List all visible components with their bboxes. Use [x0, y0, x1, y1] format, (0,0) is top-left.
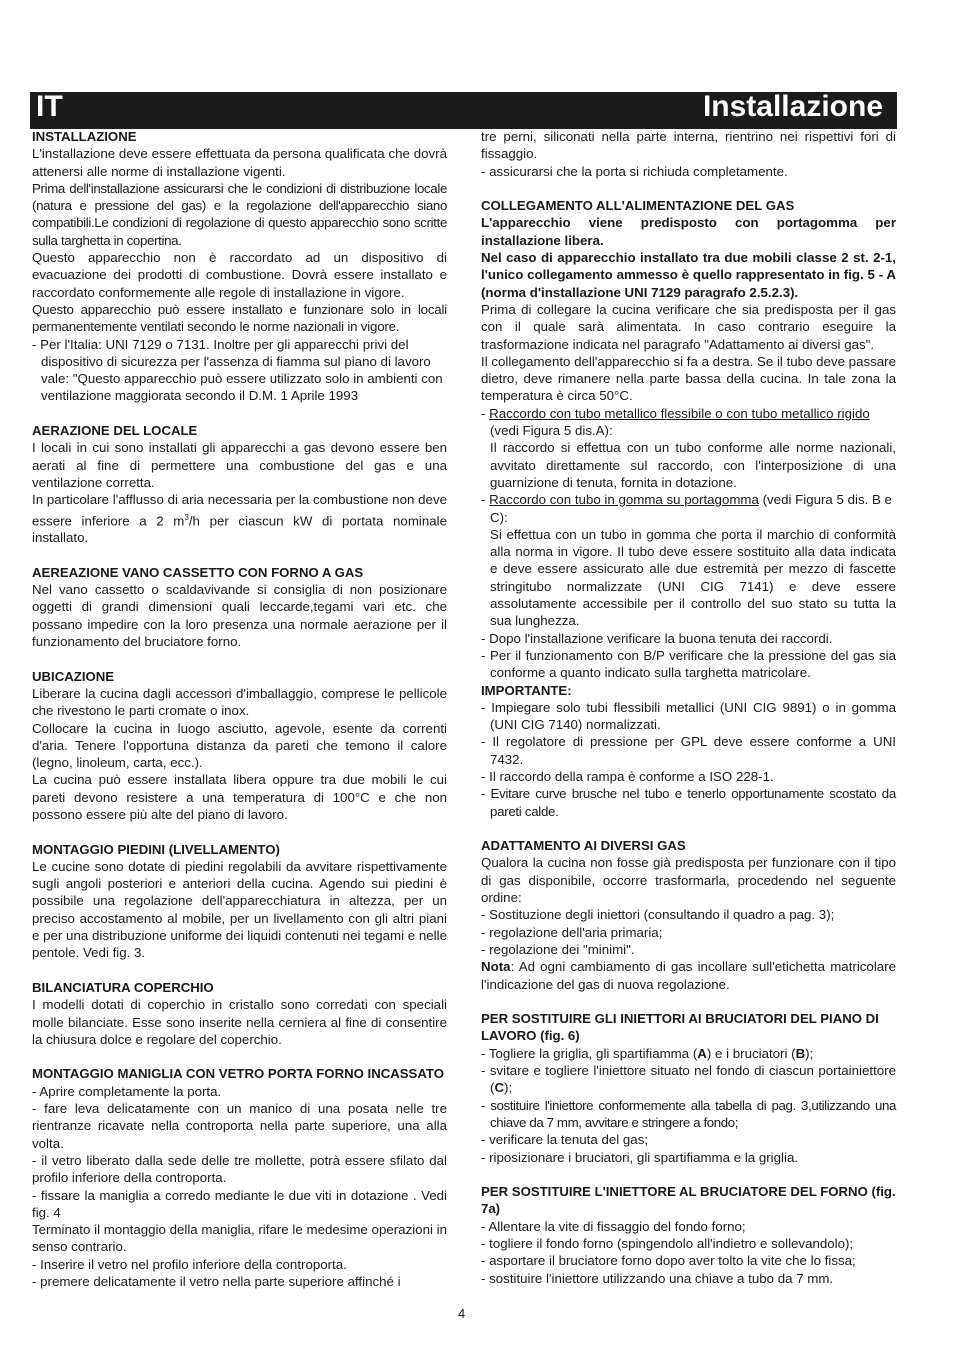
page-title: Installazione	[702, 90, 883, 123]
note-paragraph	[481, 958, 896, 993]
page-number: 4	[458, 1306, 466, 1321]
text-run: : Ad ogni cambiamento di gas incollare sull'etichetta matricolare l'indicazione del gas di nuova regolazione.	[481, 959, 896, 992]
paragraph: Prima dell'installazione assicurarsi che le condizioni di distribuzione locale (natura e pressione del gas) e la regolazione dell'apparecchio siano compatibili.Le condizioni di regolazione di questo apparecchio sono scritte sulla targhetta in copertina.	[32, 180, 447, 248]
paragraph: Prima di collegare la cucina verificare che sia predisposta per il gas con il quale sarà alimentata. In caso contrario eseguire la trasformazione indicata nel paragrafo "Adattamento ai diversi gas".	[481, 301, 896, 352]
paragraph-bold: L'apparecchio viene predisposto con portagomma per installazione libera.	[481, 215, 896, 248]
paragraph: Terminato il montaggio della maniglia, rifare le medesime operazioni in senso contrario.	[32, 1222, 447, 1255]
section-heading-coperchio: BILANCIATURA COPERCHIO	[32, 979, 214, 995]
paragraph: I locali in cui sono installati gli apparecchi a gas devono essere ben aerati al fine di permettere una combustione del gas e una ventilazione corretta.	[32, 440, 447, 490]
language-code: IT	[36, 90, 63, 123]
text-run: ) e i bruciatori (	[706, 1045, 796, 1061]
list-item	[481, 1045, 896, 1062]
section-heading-vano-cassetto: AEREAZIONE VANO CASSETTO CON FORNO A GAS	[32, 564, 364, 580]
underlined-text: Raccordo con tubo in gomma su portagomma	[489, 492, 759, 508]
section-heading-installazione: INSTALLAZIONE	[32, 129, 137, 144]
list-item: - Evitare curve brusche nel tubo e tenerlo opportunamente scostato da pareti calde.	[481, 786, 896, 819]
section-heading-piedini: MONTAGGIO PIEDINI (LIVELLAMENTO)	[32, 841, 280, 857]
paragraph: I modelli dotati di coperchio in cristallo sono corredati con speciali molle bilanciate. Esse sono inserite nella cerniera al fine di consentire la chiusura dolce e regolare del coperchio.	[32, 997, 447, 1047]
paragraph: Le cucine sono dotate di piedini regolabili da avvitare rispettivamente sugli angoli posteriori e anteriori della cucina. Agendo sui piedini è possibile una regolazione dell'apparecchiatura in altezza, per un preciso accostamento al mobile, per un livellamento con gli altri piani e per una distribuzione uniforme dei liquidi contenuti nei tegami e nelle pentole. Vedi fig. 3.	[32, 858, 447, 961]
underlined-text: Raccordo con tubo metallico flessibile o con tubo metallico rigido	[489, 405, 870, 421]
section-heading-adattamento: ADATTAMENTO AI DIVERSI GAS	[481, 838, 686, 854]
paragraph: La cucina può essere installata libera oppure tra due mobili le cui pareti devono resistere a una temperatura di 100°C e che non possono essere più alte del piano di lavoro.	[32, 772, 447, 822]
section-heading-importante: IMPORTANTE:	[481, 682, 572, 698]
text-run: In particolare l'afflusso di aria necessaria per la combustione non deve essere inferiore a 2 m	[32, 492, 447, 528]
list-item: - sostituire l'iniettore utilizzando una chiave a tubo da 7 mm.	[481, 1270, 834, 1286]
section-header-bar	[30, 92, 897, 129]
list-item: - Per l'Italia: UNI 7129 o 7131. Inoltre per gli apparecchi privi del dispositivo di sicurezza per l'assenza di fiamma sul piano di lavoro vale: "Questo apparecchio può essere utilizzato solo in ambienti con ventilazione maggiorata secondo il D.M. 1 Aprile 1993	[32, 336, 443, 404]
text-run: /h per ciascun kW di portata nominale installato.	[32, 512, 447, 546]
right-column	[481, 128, 896, 1287]
list-item: - Il regolatore di pressione per GPL deve essere conforme a UNI 7432.	[481, 734, 896, 767]
list-item: - Per il funzionamento con B/P verificare che la pressione del gas sia conforme a quanto indicato sulla targhetta matricolare.	[481, 647, 896, 681]
paragraph: Questo apparecchio può essere installato e funzionare solo in locali permanentemente ventilati secondo le norme nazionali in vigore.	[32, 301, 447, 335]
list-item: - Raccordo con tubo in gomma su portagomma (vedi Figura 5 dis. B e C):	[481, 492, 892, 525]
left-column	[32, 128, 447, 1290]
list-item: - Sostituzione degli iniettori (consultando il quadro a pag. 3);	[481, 907, 835, 923]
section-heading-iniettore-forno: PER SOSTITUIRE L'INIETTORE AL BRUCIATORE DEL FORNO (fig. 7a)	[481, 1184, 896, 1217]
section-heading-maniglia: MONTAGGIO MANIGLIA CON VETRO PORTA FORNO INCASSATO	[32, 1066, 444, 1082]
paragraph: L'installazione deve essere effettuata da persona qualificata che dovrà attenersi alle norme di installazione vigenti.	[32, 146, 447, 179]
list-item: - togliere il fondo forno (spingendolo all'indietro e sollevandolo);	[481, 1236, 854, 1251]
paragraph: Liberare la cucina dagli accessori d'imballaggio, comprese le pellicole che rivestono le parti cromate o inox.	[32, 685, 447, 719]
list-item-body: Si effettua con un tubo in gomma che porta il marchio di conformità alla norma in vigore. Il tubo deve essere sostituito alla data indicata e deve essere assicurato alle due estremità per mezzo di fascette stringitubo normalizzate (UNI CIG 7141) e deve essere assolutamente accessibile per il controllo del suo stato su tutta la sua lunghezza.	[490, 526, 896, 629]
list-item: - Il raccordo della rampa è conforme a ISO 228-1.	[481, 768, 774, 784]
text-run: - Togliere la griglia, gli spartifiamma (	[481, 1045, 698, 1061]
list-item: - Inserire il vetro nel profilo inferiore della controporta.	[32, 1256, 347, 1272]
text-run: - svitare e togliere l'iniettore situato nel fondo di ciascun portainiettore (	[481, 1063, 896, 1096]
paragraph: Qualora la cucina non fosse già predisposta per funzionare con il tipo di gas disponibile, occorre trasformarla, procedendo nel seguente ordine:	[481, 855, 896, 906]
section-heading-iniettori-piano: PER SOSTITUIRE GLI INIETTORI AI BRUCIATORI DEL PIANO DI LAVORO (fig. 6)	[481, 1011, 879, 1044]
paragraph: Il collegamento dell'apparecchio si fa a destra. Se il tubo deve passare dietro, deve rimanere nella parte bassa della cucina. In tale zona la temperatura è circa 50°C.	[481, 353, 896, 404]
text-run: (vedi Figura 5 dis.A):	[490, 423, 613, 439]
list-item: - sostituire l'iniettore conformemente alla tabella di pag. 3,utilizzando una chiave da 7 mm, avvitare e stringere a fondo;	[481, 1097, 896, 1130]
list-item	[481, 1062, 896, 1097]
list-item: - verificare la tenuta del gas;	[481, 1132, 649, 1148]
text-run: );	[504, 1080, 513, 1096]
list-item: - Impiegare solo tubi flessibili metallici (UNI CIG 9891) o in gomma (UNI CIG 7140) normalizzati.	[481, 699, 896, 733]
list-item: - Aprire completamente la porta.	[32, 1083, 222, 1099]
paragraph: Questo apparecchio non è raccordato ad un dispositivo di evacuazione dei prodotti di combustione. Dovrà essere installato e raccordato conformemente alle regole di installazione in vigore.	[32, 250, 447, 300]
paragraph-bold: Nel caso di apparecchio installato tra due mobili classe 2 st. 2-1, l'unico collegamento ammesso è quello rappresentato in fig. 5 - A (norma d'installazione UNI 7129 paragrafo 2.5.2.3).	[481, 250, 896, 300]
section-heading-ubicazione: UBICAZIONE	[32, 668, 115, 684]
list-item: - Dopo l'installazione verificare la buona tenuta dei raccordi.	[481, 630, 833, 646]
list-item-body: Il raccordo si effettua con un tubo conforme alle norme nazionali, avvitato direttamente sul raccordo, con l'interposizione di una guarnizione di tenuta, fornita in dotazione.	[490, 440, 896, 490]
text-run: );	[805, 1045, 814, 1061]
section-heading-aerazione: AERAZIONE DEL LOCALE	[32, 423, 198, 439]
list-item: - fissare la maniglia a corredo mediante le due viti in dotazione . Vedi fig. 4	[32, 1187, 447, 1220]
paragraph	[32, 491, 447, 546]
list-item: - regolazione dell'aria primaria;	[481, 924, 663, 940]
list-item: - il vetro liberato dalla sede delle tre mollette, potrà essere sfilato dal profilo inferiore della controporta.	[32, 1152, 447, 1186]
list-item: - riposizionare i bruciatori, gli spartifiamma e la griglia.	[481, 1149, 799, 1165]
paragraph: Collocare la cucina in luogo asciutto, agevole, esente da correnti d'aria. Tenere l'opportuna distanza da pareti che temono il calore (legno, linoleum, carta, ecc.).	[32, 720, 447, 771]
label-c: C	[494, 1080, 505, 1096]
label-b: B	[795, 1045, 806, 1061]
list-item: - premere delicatamente il vetro nella parte superiore affinché i	[32, 1274, 401, 1290]
list-item: - Allentare la vite di fissaggio del fondo forno;	[481, 1218, 746, 1234]
text-run: (vedi Figura 5 dis. B e C):	[490, 492, 892, 525]
list-item: - fare leva delicatamente con un manico di una posata nelle tre rientranze ricavate nella controporta nella parte superiore, una alla volta.	[32, 1101, 447, 1151]
list-item: - Raccordo con tubo metallico flessibile o con tubo metallico rigido (vedi Figura 5 dis.A):	[481, 405, 870, 439]
list-item: - asportare il bruciatore forno dopo aver tolto la vite che lo fissa;	[481, 1253, 856, 1269]
paragraph: tre perni, siliconati nella parte interna, rientrino nei rispettivi fori di fissaggio.	[481, 129, 896, 162]
note-label: Nota	[481, 959, 511, 975]
superscript: 3	[184, 512, 189, 522]
list-item: - regolazione dei "minimi".	[481, 941, 635, 957]
list-item: - assicurarsi che la porta si richiuda completamente.	[481, 163, 788, 179]
label-a: A	[697, 1045, 707, 1061]
section-heading-collegamento-gas: COLLEGAMENTO ALL'ALIMENTAZIONE DEL GAS	[481, 198, 795, 214]
paragraph: Nel vano cassetto o scaldavivande si consiglia di non posizionare oggetti di grandi dimensioni quali leccarde,tegami vari etc. che possano impedire con la loro presenza una normale aerazione per il funzionamento del bruciatore forno.	[32, 582, 447, 650]
